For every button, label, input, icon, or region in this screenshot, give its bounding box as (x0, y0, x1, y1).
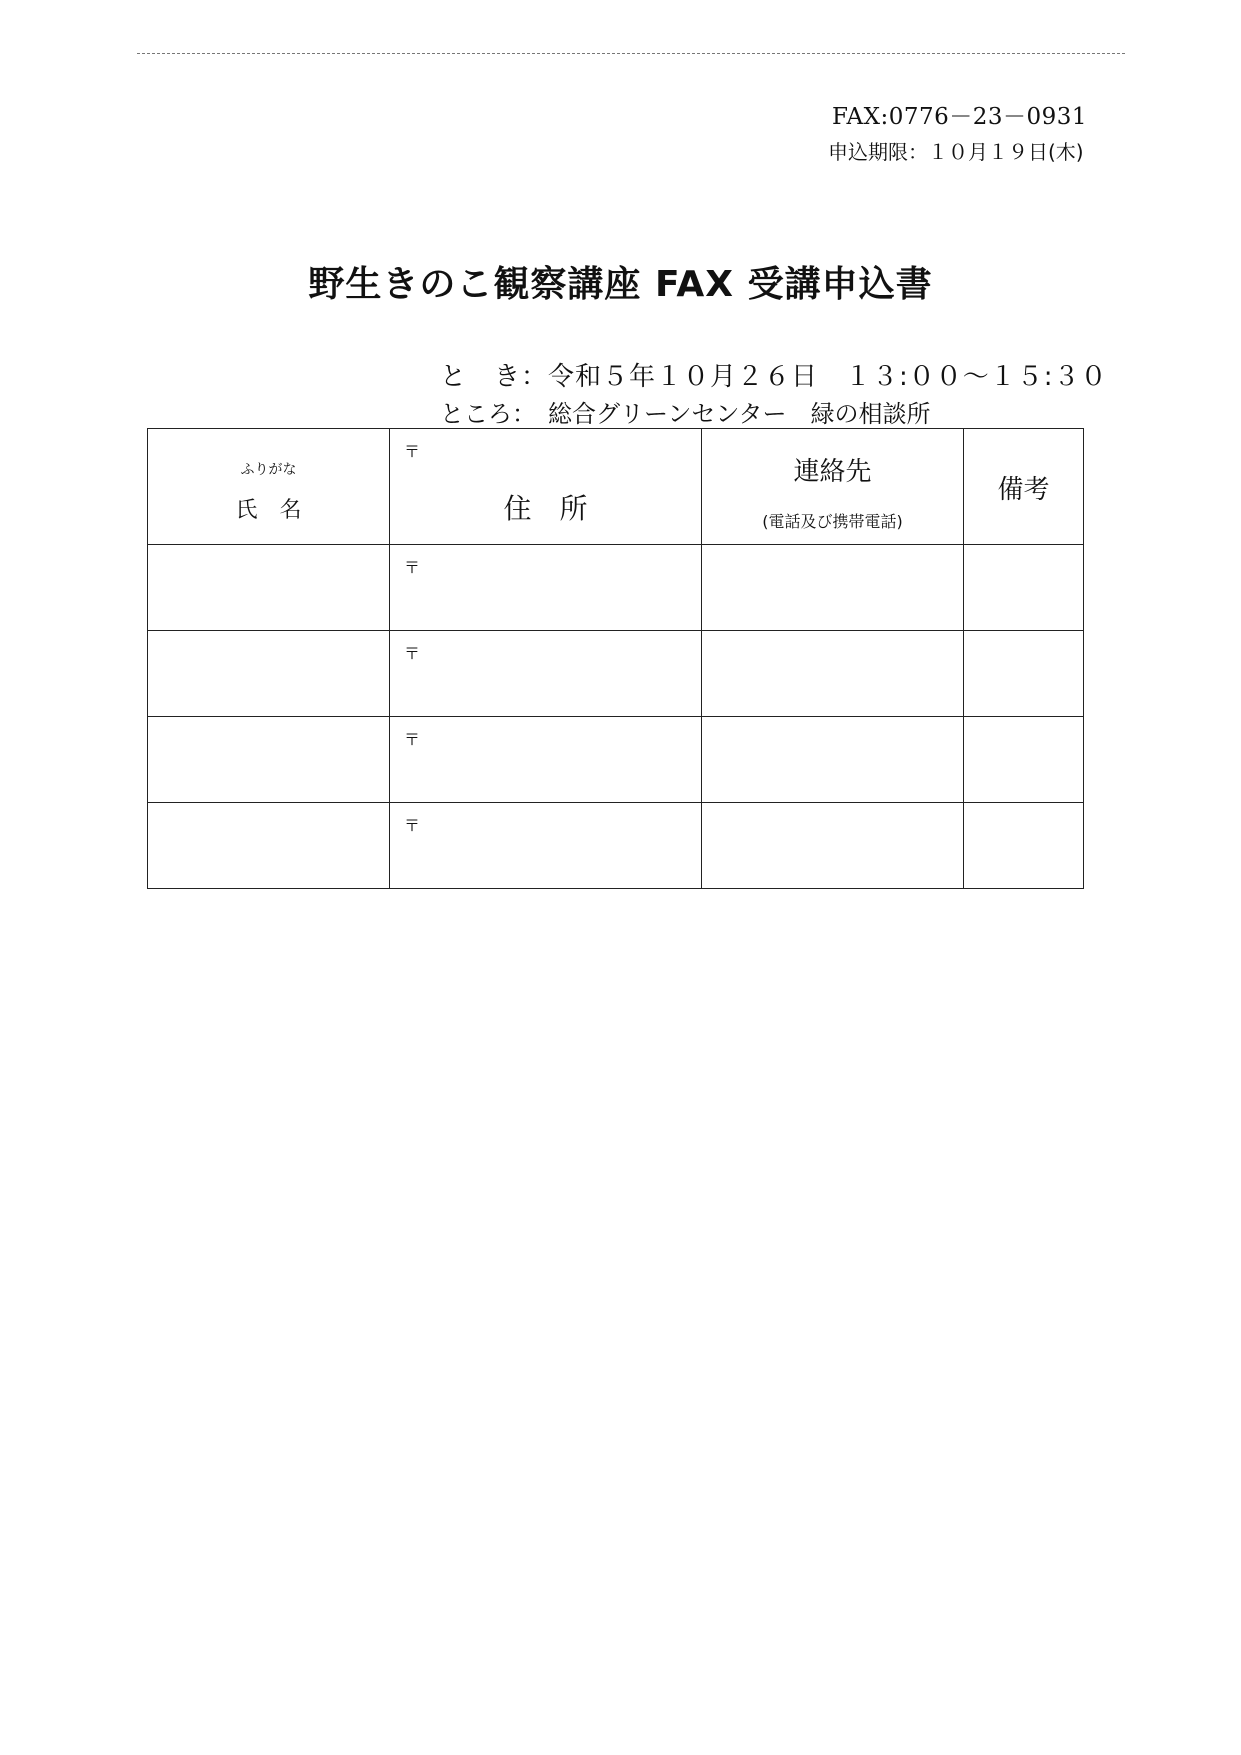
header-contact-cell (702, 429, 964, 545)
postal-mark: 〒 (404, 644, 421, 663)
name-input-cell[interactable] (148, 545, 390, 631)
postal-mark: 〒 (404, 442, 421, 461)
address-label: 住 所 (503, 492, 588, 525)
notes-input-cell[interactable] (964, 545, 1084, 631)
header-name-cell (148, 429, 390, 545)
notes-input-cell[interactable] (964, 803, 1084, 889)
address-input-cell[interactable] (390, 717, 702, 803)
table-row (148, 803, 1084, 889)
fax-number: FAX:0776－23－0931 (832, 104, 1088, 130)
address-input-cell[interactable] (390, 545, 702, 631)
table-row (148, 631, 1084, 717)
notes-input-cell[interactable] (964, 717, 1084, 803)
event-location: ところ： 総合グリーンセンター 緑の相談所 (440, 400, 931, 428)
table-row (148, 545, 1084, 631)
application-form-table (147, 428, 1084, 889)
page-title: 野生きのこ観察講座 FAX 受講申込書 (308, 264, 933, 305)
name-input-cell[interactable] (148, 717, 390, 803)
contact-sub-label: (電話及び携帯電話) (762, 512, 903, 531)
address-input-cell[interactable] (390, 631, 702, 717)
notes-input-cell[interactable] (964, 631, 1084, 717)
furigana-label: ふりがな (240, 462, 297, 478)
header-notes-cell (964, 429, 1084, 545)
table-row (148, 717, 1084, 803)
contact-input-cell[interactable] (702, 631, 964, 717)
postal-mark: 〒 (404, 816, 421, 835)
contact-label: 連絡先 (793, 457, 872, 487)
page-top-dotted-divider (137, 53, 1125, 54)
header-address-cell (390, 429, 702, 545)
application-deadline: 申込期限：１０月１９日(木) (828, 140, 1084, 164)
event-date-time: と き：令和５年１０月２６日 １３:００～１５:３０ (440, 362, 1108, 392)
name-label: 氏 名 (235, 498, 302, 523)
address-input-cell[interactable] (390, 803, 702, 889)
name-input-cell[interactable] (148, 631, 390, 717)
notes-label: 備考 (997, 475, 1050, 505)
postal-mark: 〒 (404, 730, 421, 749)
table-header-row (148, 429, 1084, 545)
postal-mark: 〒 (404, 558, 421, 577)
contact-input-cell[interactable] (702, 803, 964, 889)
name-input-cell[interactable] (148, 803, 390, 889)
contact-input-cell[interactable] (702, 545, 964, 631)
contact-input-cell[interactable] (702, 717, 964, 803)
